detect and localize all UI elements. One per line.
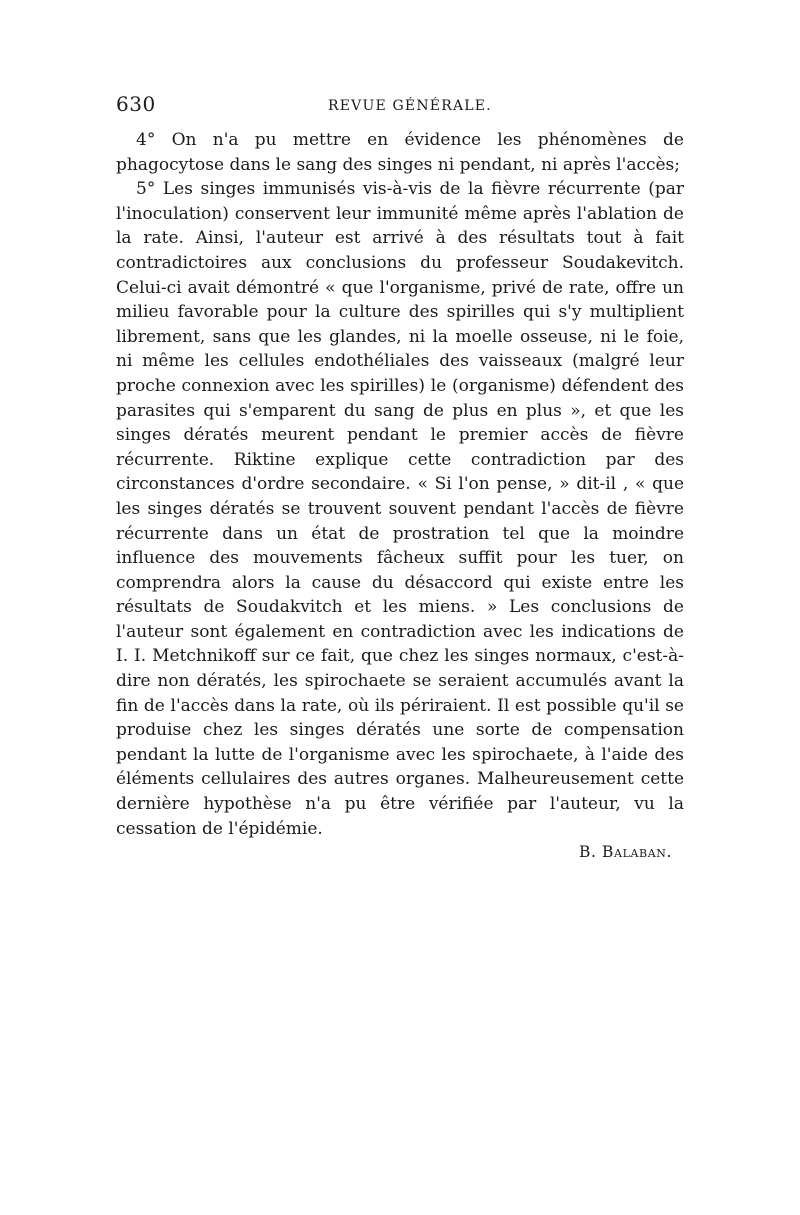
running-title: REVUE GÉNÉRALE. <box>328 98 492 114</box>
signature-initial: B. <box>578 843 597 862</box>
paragraph-point-5: 5° Les singes immunisés vis-à-vis de la fièvre récurrente (par l'inoculation) conservent leur immunité même après l'ablation de la rate. Ainsi, l'auteur est arrivé à des résultats tout à fait contradictoires aux conclusions du professeur Soudakevitch. Celui-ci avait démontré « que l'organisme, privé de rate, offre un milieu favorable pour la culture des spirilles qui s'y multiplient librement, sans que les glandes, ni la moelle osseuse, ni le foie, ni même les cellules endothéliales des vaisseaux (malgré leur proche connexion avec les spirilles) le (organisme) défendent des parasites qui s'emparent du sang de plus en plus », et que les singes dératés meurent pendant le premier accès de fièvre récurrente. Riktine explique cette contradiction par des circonstances d'ordre secondaire. « Si l'on pense, » dit-il , « que les singes dératés se trouvent souvent pendant l'accès de fièvre récurrente dans un état de prostration tel que la moindre influence des mouvements fâcheux suffit pour les tuer, on comprendra alors la cause du désaccord qui existe entre les résultats de Soudakvitch et les miens. » Les conclusions de l'auteur sont également en contradiction avec les indications de I. I. Metchnikoff sur ce fait, que chez les singes normaux, c'est-à-dire non dératés, les spirochaete se seraient accumulés avant la fin de l'accès dans la rate, où ils périraient. Il est possible qu'il se produise chez les singes dératés une sorte de compensation pendant la lutte de l'organisme avec les spirochaete, à l'aide des éléments cellulaires des autres organes. Malheureusement cette dernière hypothèse n'a pu être vérifiée par l'auteur, vu la cessation de l'épidémie. <box>116 179 684 839</box>
body-text <box>116 128 684 841</box>
author-signature <box>116 843 684 861</box>
page-header <box>116 92 684 128</box>
paragraph-point-4: 4° On n'a pu mettre en évidence les phénomènes de phagocytose dans le sang des singes ni pendant, ni après l'accès; <box>116 130 684 175</box>
document-page <box>116 92 684 861</box>
page-number: 630 <box>116 92 156 116</box>
signature-name: Balaban. <box>602 843 672 862</box>
